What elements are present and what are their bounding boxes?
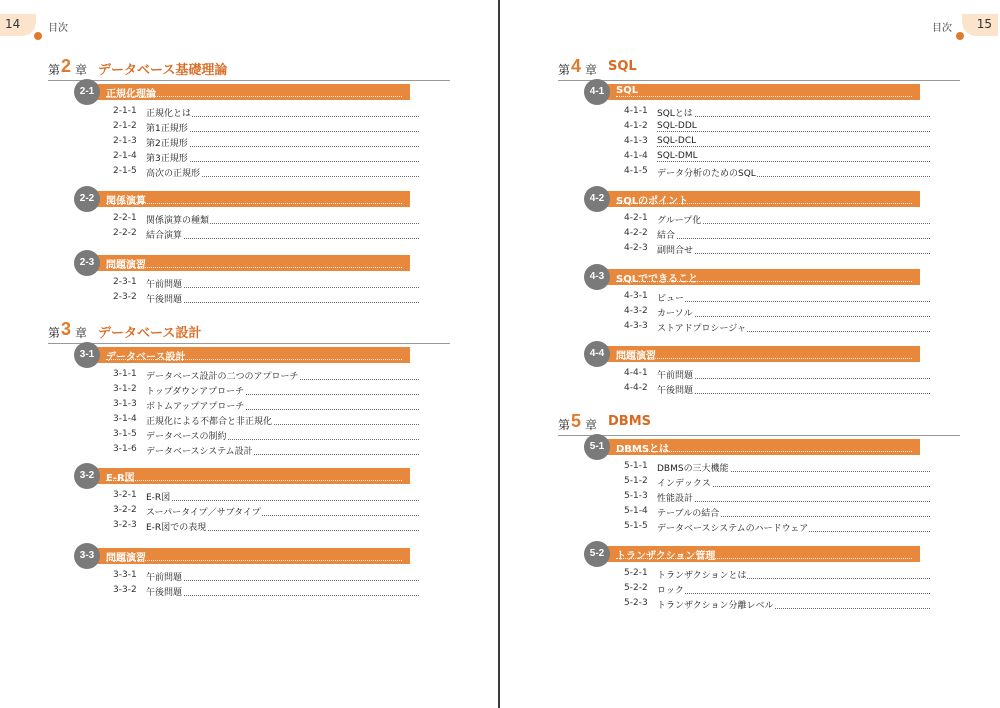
toc-entry[interactable]: [113, 570, 419, 584]
entry-title: 第1正規形: [146, 121, 189, 134]
entry-number: 5-1-4: [624, 506, 648, 516]
entry-number: 4-4-2: [624, 383, 648, 393]
section-heading[interactable]: [82, 255, 410, 271]
entry-title: 午後問題: [146, 292, 183, 305]
chapter-title[interactable]: DBMS: [608, 414, 651, 429]
entry-number: 2-1-1: [113, 106, 137, 116]
section-title: DBMSとは: [616, 444, 670, 455]
entry-title: グループ化: [657, 213, 702, 226]
entry-number: 4-3-3: [624, 321, 648, 331]
toc-entry[interactable]: [113, 490, 419, 504]
entry-number: 2-1-4: [113, 151, 137, 161]
section-number-badge: 4-4: [584, 341, 610, 367]
section-heading[interactable]: [592, 439, 920, 455]
toc-entry[interactable]: [113, 277, 419, 291]
dot-leader: [657, 393, 930, 394]
entry-title: SQL-DML: [657, 151, 698, 161]
running-header: 目次: [932, 23, 952, 34]
toc-entry[interactable]: [113, 384, 419, 398]
dot-leader: [106, 267, 402, 268]
section-title: E-R図: [106, 473, 135, 484]
section-title: データベース設計: [106, 352, 186, 363]
toc-entry[interactable]: [624, 228, 930, 242]
toc-entry[interactable]: [113, 399, 419, 413]
dot-leader: [657, 131, 930, 132]
right-page: [500, 0, 998, 708]
toc-entry[interactable]: [624, 583, 930, 597]
entry-number: 4-3-1: [624, 291, 648, 301]
entry-number: 2-3-1: [113, 277, 137, 287]
entry-number: 3-1-6: [113, 444, 137, 454]
dot-leader: [616, 358, 912, 359]
section-number-badge: 5-1: [584, 434, 610, 460]
chapter-title[interactable]: データベース設計: [98, 326, 202, 341]
entry-title: トランザクション分離レベル: [657, 598, 774, 611]
entry-title: 関係演算の種類: [146, 213, 210, 226]
entry-title: 午前問題: [146, 277, 183, 290]
toc-entry[interactable]: [113, 136, 419, 150]
section-number-badge: 2-1: [74, 79, 100, 105]
dot-leader: [657, 253, 930, 254]
page-number: 15: [976, 17, 992, 31]
entry-title: データベース設計の二つのアプローチ: [146, 369, 300, 382]
toc-entry[interactable]: [624, 306, 930, 320]
section-title: 問題演習: [616, 351, 656, 362]
dot-leader: [106, 480, 402, 481]
dot-leader: [146, 287, 419, 288]
toc-entry[interactable]: [624, 521, 930, 535]
toc-entry[interactable]: [113, 106, 419, 120]
section-number-badge: 2-2: [74, 186, 100, 212]
dot-leader: [106, 560, 402, 561]
section-heading[interactable]: [592, 346, 920, 362]
toc-entry[interactable]: [624, 243, 930, 257]
chapter-number: 3: [61, 319, 72, 339]
dot-leader: [146, 580, 419, 581]
toc-entry[interactable]: [624, 368, 930, 382]
entry-title: データ分析のためのSQL: [657, 166, 757, 179]
entry-title: データベースシステム設計: [146, 444, 254, 457]
entry-title: 正規化による不都合と非正規化: [146, 414, 273, 427]
entry-title: カーソル: [657, 306, 694, 319]
dot-leader: [657, 593, 930, 594]
entry-title: SQLとは: [657, 106, 694, 119]
section-number-badge: 4-3: [584, 264, 610, 290]
chapter-heading: [48, 56, 450, 81]
section-heading[interactable]: [592, 546, 920, 562]
dot-leader: [616, 96, 912, 97]
toc-entry[interactable]: [624, 568, 930, 582]
entry-number: 5-1-3: [624, 491, 648, 501]
entry-number: 3-1-1: [113, 369, 137, 379]
entry-title: 午後問題: [146, 585, 183, 598]
toc-entry[interactable]: [624, 383, 930, 397]
entry-title: E-R図での表現: [146, 520, 207, 533]
chapter-number: 4: [571, 56, 582, 76]
entry-number: 5-1-2: [624, 476, 648, 486]
entry-title: 高次の正規形: [146, 166, 201, 179]
section-title: SQLのポイント: [616, 196, 689, 207]
toc-entry[interactable]: [624, 166, 930, 180]
section-number-badge: 4-1: [584, 79, 610, 105]
section-number-badge: 3-2: [74, 463, 100, 489]
entry-title: ビュー: [657, 291, 685, 304]
entry-number: 4-1-3: [624, 136, 648, 146]
section-number-badge: 3-3: [74, 543, 100, 569]
entry-number: 3-1-3: [113, 399, 137, 409]
section-heading[interactable]: [82, 84, 410, 100]
section-title: 問題演習: [106, 553, 146, 564]
toc-entry[interactable]: [624, 491, 930, 505]
entry-title: ボトムアップアプローチ: [146, 399, 245, 412]
entry-number: 2-1-3: [113, 136, 137, 146]
entry-title: 午前問題: [657, 368, 694, 381]
section-title: トランザクション管理: [616, 551, 716, 562]
entry-title: インデックス: [657, 476, 712, 489]
entry-title: DBMSの三大機能: [657, 461, 730, 474]
entry-number: 2-3-2: [113, 292, 137, 302]
chapter-suffix: 章: [75, 326, 88, 340]
dot-leader: [106, 203, 402, 204]
section-title: 関係演算: [106, 196, 146, 207]
entry-title: E-R図: [146, 490, 171, 503]
toc-entry[interactable]: [624, 476, 930, 490]
section-heading[interactable]: [82, 548, 410, 564]
section-number-badge: 3-1: [74, 342, 100, 368]
entry-number: 3-2-1: [113, 490, 137, 500]
entry-number: 2-2-2: [113, 228, 137, 238]
dot-leader: [657, 146, 930, 147]
toc-entry[interactable]: [113, 429, 419, 443]
toc-entry[interactable]: [624, 213, 930, 227]
entry-number: 3-2-3: [113, 520, 137, 530]
chapter-title[interactable]: データベース基礎理論: [98, 63, 228, 78]
entry-number: 3-1-4: [113, 414, 137, 424]
dot-leader: [657, 161, 930, 162]
chapter-prefix: 第: [558, 63, 571, 77]
entry-title: 性能設計: [657, 491, 694, 504]
section-heading[interactable]: [82, 191, 410, 207]
toc-entry[interactable]: [113, 213, 419, 227]
entry-title: トップダウンアプローチ: [146, 384, 245, 397]
entry-title: データベースの制約: [146, 429, 228, 442]
section-number-badge: 2-3: [74, 250, 100, 276]
left-page: [0, 0, 498, 708]
entry-title: テーブルの結合: [657, 506, 720, 519]
section-number-badge: 5-2: [584, 541, 610, 567]
entry-number: 4-1-1: [624, 106, 648, 116]
toc-entry[interactable]: [624, 321, 930, 335]
dot-leader: [657, 501, 930, 502]
chapter-prefix: 第: [558, 418, 571, 432]
entry-number: 3-3-2: [113, 585, 137, 595]
entry-title: 正規化とは: [146, 106, 192, 119]
chapter-prefix: 第: [48, 63, 61, 77]
entry-title: 第3正規形: [146, 151, 189, 164]
entry-title: ロック: [657, 583, 685, 596]
section-heading[interactable]: [592, 269, 920, 285]
entry-number: 4-1-2: [624, 121, 648, 131]
entry-title: 結合演算: [146, 228, 183, 241]
chapter-heading: [48, 319, 450, 344]
entry-number: 4-2-2: [624, 228, 648, 238]
chapter-suffix: 章: [75, 63, 88, 77]
dot-leader: [146, 595, 419, 596]
section-heading[interactable]: [592, 191, 920, 207]
entry-number: 3-2-2: [113, 505, 137, 515]
toc-entry[interactable]: [113, 228, 419, 242]
entry-title: スーパータイプ／サブタイプ: [146, 505, 262, 518]
entry-number: 4-1-5: [624, 166, 648, 176]
toc-entry[interactable]: [113, 505, 419, 519]
section-heading[interactable]: [82, 347, 410, 363]
entry-number: 3-1-2: [113, 384, 137, 394]
accent-dot: [956, 32, 964, 40]
toc-entry[interactable]: [624, 136, 930, 150]
chapter-number: 2: [61, 56, 72, 76]
dot-leader: [657, 378, 930, 379]
chapter-heading: [558, 411, 960, 436]
dot-leader: [657, 301, 930, 302]
running-header: 目次: [48, 23, 68, 34]
section-title: SQLでできること: [616, 274, 699, 285]
entry-number: 2-1-5: [113, 166, 137, 176]
entry-title: データベースシステムのハードウェア: [657, 521, 809, 534]
entry-title: SQL-DDL: [657, 121, 697, 131]
toc-entry[interactable]: [113, 520, 419, 534]
toc-entry[interactable]: [113, 585, 419, 599]
entry-title: ストアドプロシージャ: [657, 321, 747, 334]
entry-number: 5-1-5: [624, 521, 648, 531]
entry-number: 5-2-2: [624, 583, 648, 593]
toc-entry[interactable]: [624, 121, 930, 135]
dot-leader: [146, 302, 419, 303]
toc-entry[interactable]: [113, 166, 419, 180]
section-number-badge: 4-2: [584, 186, 610, 212]
toc-entry[interactable]: [624, 106, 930, 120]
chapter-suffix: 章: [585, 63, 598, 77]
entry-title: SQL-DCL: [657, 136, 697, 146]
entry-number: 4-3-2: [624, 306, 648, 316]
entry-number: 3-1-5: [113, 429, 137, 439]
dot-leader: [657, 316, 930, 317]
chapter-prefix: 第: [48, 326, 61, 340]
entry-title: 午前問題: [146, 570, 183, 583]
section-heading[interactable]: [592, 84, 920, 100]
entry-number: 5-2-3: [624, 598, 648, 608]
section-title: 正規化理論: [106, 89, 156, 100]
toc-entry[interactable]: [624, 151, 930, 165]
entry-number: 4-2-1: [624, 213, 648, 223]
entry-number: 2-1-2: [113, 121, 137, 131]
dot-leader: [657, 116, 930, 117]
chapter-number: 5: [571, 411, 582, 431]
chapter-title[interactable]: SQL: [608, 59, 637, 74]
toc-entry[interactable]: [113, 121, 419, 135]
entry-number: 5-2-1: [624, 568, 648, 578]
toc-entry[interactable]: [113, 292, 419, 306]
entry-title: 副問合せ: [657, 243, 694, 256]
entry-number: 4-2-3: [624, 243, 648, 253]
toc-entry[interactable]: [113, 151, 419, 165]
entry-title: トランザクションとは: [657, 568, 747, 581]
entry-title: 第2正規形: [146, 136, 189, 149]
chapter-suffix: 章: [585, 418, 598, 432]
section-title: SQL: [616, 85, 639, 96]
entry-number: 4-1-4: [624, 151, 648, 161]
toc-entry[interactable]: [113, 369, 419, 383]
toc-entry[interactable]: [624, 461, 930, 475]
entry-title: 午後問題: [657, 383, 694, 396]
toc-entry[interactable]: [624, 598, 930, 612]
dot-leader: [146, 500, 419, 501]
section-title: 問題演習: [106, 260, 146, 271]
entry-number: 4-4-1: [624, 368, 648, 378]
toc-entry[interactable]: [624, 506, 930, 520]
entry-number: 5-1-1: [624, 461, 648, 471]
toc-entry[interactable]: [113, 414, 419, 428]
dot-leader: [657, 238, 930, 239]
dot-leader: [146, 238, 419, 239]
entry-title: 結合: [657, 228, 676, 241]
accent-dot: [34, 32, 42, 40]
page-number: 14: [5, 17, 21, 31]
section-heading[interactable]: [82, 468, 410, 484]
toc-entry[interactable]: [624, 291, 930, 305]
entry-number: 3-3-1: [113, 570, 137, 580]
chapter-heading: [558, 56, 960, 81]
entry-number: 2-2-1: [113, 213, 137, 223]
toc-entry[interactable]: [113, 444, 419, 458]
